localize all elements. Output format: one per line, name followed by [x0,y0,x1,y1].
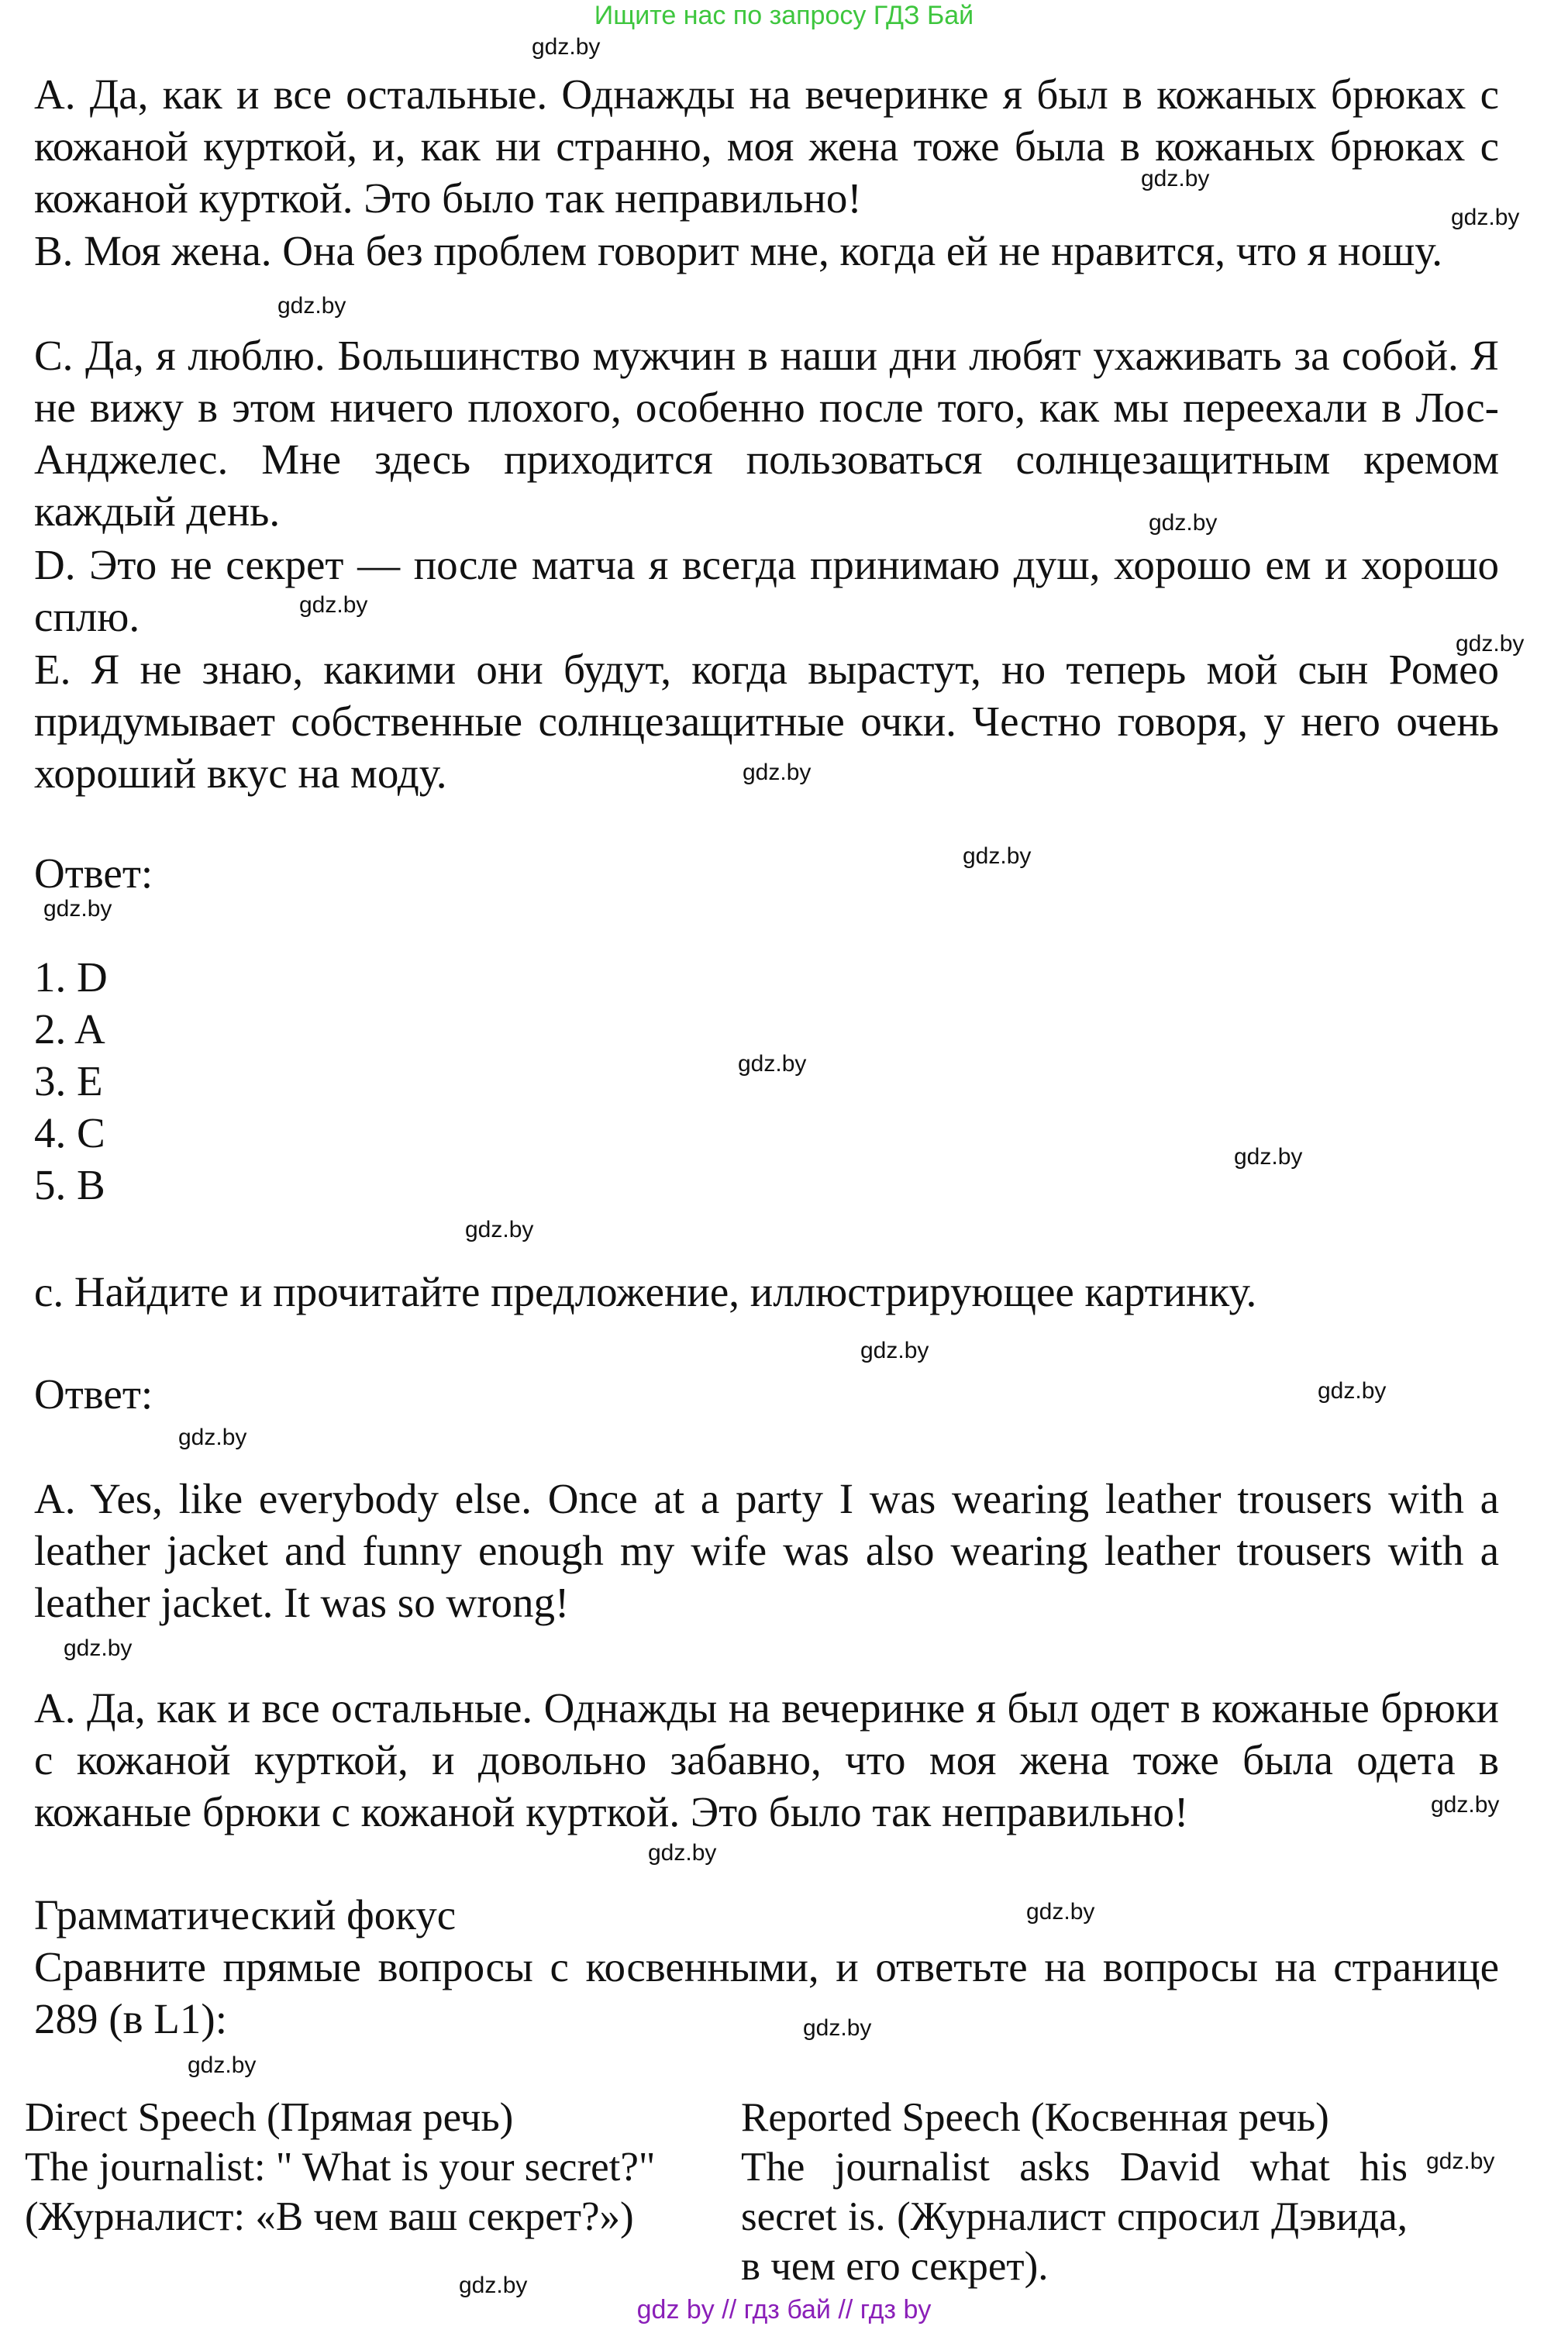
list-item: 3. E [34,1057,103,1105]
task-c-heading: c. Найдите и прочитайте предложение, иллюстрирующее картинку. [34,1268,1257,1315]
watermark: gdz.by [277,293,346,319]
paragraph-e-russian: E. Я не знаю, какими они будут, когда вырастут, но теперь мой сын Ромео придумывает собственные солнцезащитные очки. Честно говоря, у него очень хороший вкус на моду. [34,646,1499,797]
direct-speech-line: The journalist: " What is your secret?" [25,2145,656,2190]
watermark: gdz.by [1426,2149,1495,2174]
list-item: 2. A [34,1005,105,1053]
direct-speech-header: Direct Speech (Прямая речь) [25,2095,514,2140]
watermark: gdz.by [963,843,1032,869]
reported-speech-header: Reported Speech (Косвенная речь) [741,2095,1329,2140]
watermark: gdz.by [43,896,112,922]
watermark: gdz.by [1141,166,1210,191]
list-item: 4. C [34,1109,105,1156]
watermark: gdz.by [1026,1899,1095,1925]
watermark: gdz.by [803,2015,872,2041]
top-banner: Ищите нас по запросу ГДЗ Бай [594,1,974,30]
paragraph-a-russian-translation: A. Да, как и все остальные. Однажды на вечеринке я был одет в кожаные брюки с кожаной курткой, и довольно забавно, что моя жена тоже была одета в кожаные брюки с кожаной курткой. Это было так неправильно! [34,1684,1499,1835]
answer-label: Ответ: [34,849,153,897]
list-item: 5. B [34,1161,105,1208]
watermark: gdz.by [299,592,368,618]
watermark: gdz.by [178,1425,247,1450]
watermark: gdz.by [64,1635,133,1661]
paragraph-b-russian: B. Моя жена. Она без проблем говорит мне, когда ей не нравится, что я ношу. [34,227,1443,274]
watermark: gdz.by [1431,1792,1500,1818]
paragraph-a-russian: A. Да, как и все остальные. Однажды на вечеринке я был в кожаных брюках с кожаной курткой, и, как ни странно, моя жена тоже была в кожаных брюках с кожаной курткой. Это было так неправильно! [34,71,1499,222]
answer-list [34,951,108,1211]
grammar-title: Грамматический фокус [34,1891,457,1939]
watermark: gdz.by [1456,631,1525,657]
paragraph-d-russian: D. Это не секрет — после матча я всегда принимаю душ, хорошо ем и хорошо сплю. [34,541,1499,640]
watermark: gdz.by [738,1051,807,1077]
watermark: gdz.by [532,34,601,60]
watermark: gdz.by [743,760,812,785]
watermark: gdz.by [1149,510,1218,536]
list-item: 1. D [34,953,108,1001]
paragraph-a-english: A. Yes, like everybody else. Once at a party I was wearing leather trousers with a leather jacket and funny enough my wife was also wearing leather trousers with a leather jacket. It was so wrong! [34,1475,1499,1626]
watermark: gdz.by [1318,1378,1387,1404]
reported-speech-text: The journalist asks David what his secret is. (Журналист спросил Дэвида, в чем его секрет). [741,2145,1408,2289]
answer-label: Ответ: [34,1370,153,1418]
watermark: gdz.by [648,1840,717,1866]
watermark: gdz.by [188,2052,257,2078]
watermark: gdz.by [860,1338,929,1363]
watermark: gdz.by [1234,1144,1303,1170]
paragraph-c-russian: C. Да, я люблю. Большинство мужчин в наши дни любят ухаживать за собой. Я не вижу в этом ничего плохого, особенно после того, как мы переехали в Лос-Анджелес. Мне здесь приходится пользоваться солнцезащитным кремом каждый день. [34,332,1499,535]
watermark: gdz.by [465,1217,534,1242]
footer-watermark: gdz by // гдз бай // гдз by [636,2295,932,2324]
watermark: gdz.by [459,2273,528,2298]
grammar-task: Сравните прямые вопросы с косвенными, и ответьте на вопросы на странице 289 (в L1): [34,1943,1499,2042]
direct-speech-translation: (Журналист: «В чем ваш секрет?») [25,2194,634,2239]
watermark: gdz.by [1451,205,1520,230]
